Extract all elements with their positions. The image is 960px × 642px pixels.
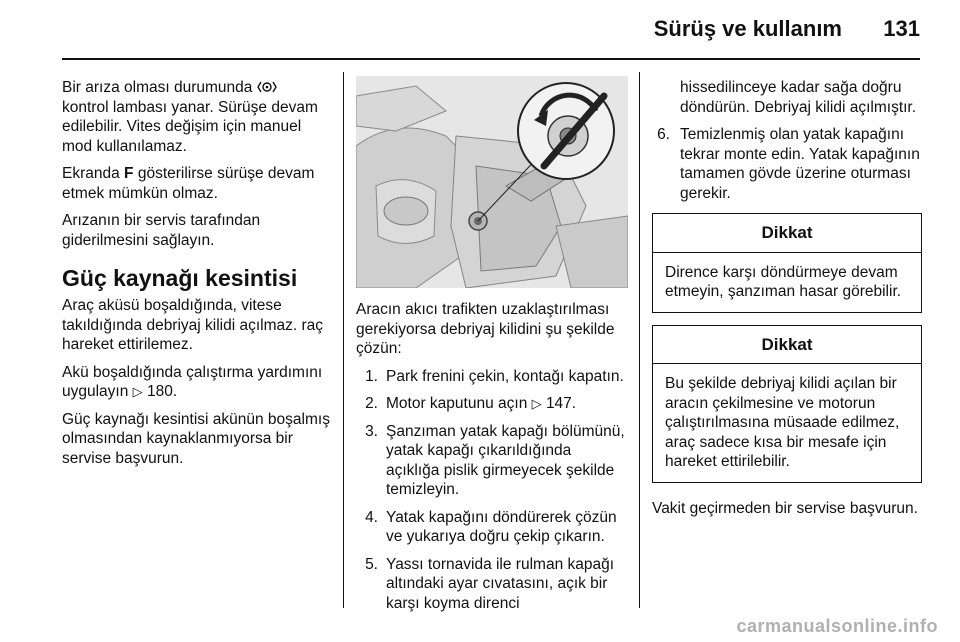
- paragraph: Aracın akıcı trafikten uzaklaştırılması gerekiyorsa debriyaj kilidini şu şekilde çözün:: [356, 301, 615, 357]
- caution-body: Bu şekilde debriyaj kilidi açılan bir aracın çekilmesine ve motorun çalıştırılmasına müsaade edilmez, araç sadece kısa bir mesafe için hareket ettirilebilir.: [665, 375, 900, 470]
- engine-illustration: [356, 76, 628, 288]
- steps-list: [356, 367, 628, 614]
- paragraph: Bir arıza olması durumunda kontrol lambası yanar. Sürüşe devam edilebilir. Vites değişim için manuel mod kullanılamaz.: [62, 79, 318, 155]
- caution-box: [652, 325, 922, 483]
- caution-title: Dikkat: [653, 326, 921, 365]
- list-item: 5. Yassı tornavida ile rulman kapağı altındaki ayar cıvatasını, açık bir karşı koyma direnci: [365, 555, 615, 612]
- steps-list: [652, 125, 922, 203]
- paragraph: Araç aküsü boşaldığında, vitese takıldığında debriyaj kilidi açılmaz. raç hareket ettirilemez.: [62, 297, 324, 353]
- section-heading: Güç kaynağı kesintisi: [62, 265, 298, 291]
- page-title: Sürüş ve kullanım: [653, 16, 842, 41]
- list-item: 6. Temizlenmiş olan yatak kapağını tekrar monte edin. Yatak kapağının tamamen gövde üzerine oturması gerekir.: [657, 126, 920, 202]
- paragraph: Akü boşaldığında çalıştırma yardımını uygulayın ▷ 180.: [62, 363, 323, 400]
- watermark: carmanualsonline.info: [736, 616, 938, 636]
- page-number: 131: [883, 16, 920, 41]
- paragraph: Arızanın bir servis tarafından giderilmesini sağlayın.: [62, 212, 261, 249]
- caution-box: [652, 213, 922, 313]
- page-header: [0, 0, 960, 60]
- paragraph: hissedilinceye kadar sağa doğru döndürün. Debriyaj kilidi açılmıştır.: [680, 79, 917, 116]
- page-reference-icon: ▷: [132, 384, 143, 399]
- caution-body: Dirence karşı döndürmeye devam etmeyin, şanzıman hasar görebilir.: [665, 263, 902, 300]
- column-divider: [639, 72, 640, 608]
- list-item: 2. Motor kaputunu açın ▷ 147.: [365, 395, 577, 412]
- list-item: 1. Park frenini çekin, kontağı kapatın.: [365, 367, 624, 385]
- column-left: [62, 78, 332, 476]
- list-item: 3. Şanzıman yatak kapağı bölümünü, yatak kapağı çıkarıldığında açıklığa pislik girmeyecek şekilde temizleyin.: [365, 422, 625, 498]
- column-divider: [343, 72, 344, 608]
- paragraph: Vakit geçirmeden bir servise başvurun.: [652, 499, 918, 517]
- paragraph: Ekranda F gösterilirse sürüşe devam etmek mümkün olmaz.: [62, 165, 315, 202]
- list-item: 4. Yatak kapağını döndürerek çözün ve yukarıya doğru çekip çıkarın.: [365, 508, 617, 545]
- gearbox-warning-icon: [257, 79, 277, 96]
- paragraph: Güç kaynağı kesintisi akünün boşalmış olmasından kaynaklanmıyorsa bir servise başvurun.: [62, 410, 330, 467]
- column-middle: [356, 300, 628, 621]
- page-reference-icon: ▷: [531, 396, 542, 411]
- caution-title: Dikkat: [653, 214, 921, 253]
- column-right: [652, 78, 922, 526]
- header-rule: [62, 58, 920, 60]
